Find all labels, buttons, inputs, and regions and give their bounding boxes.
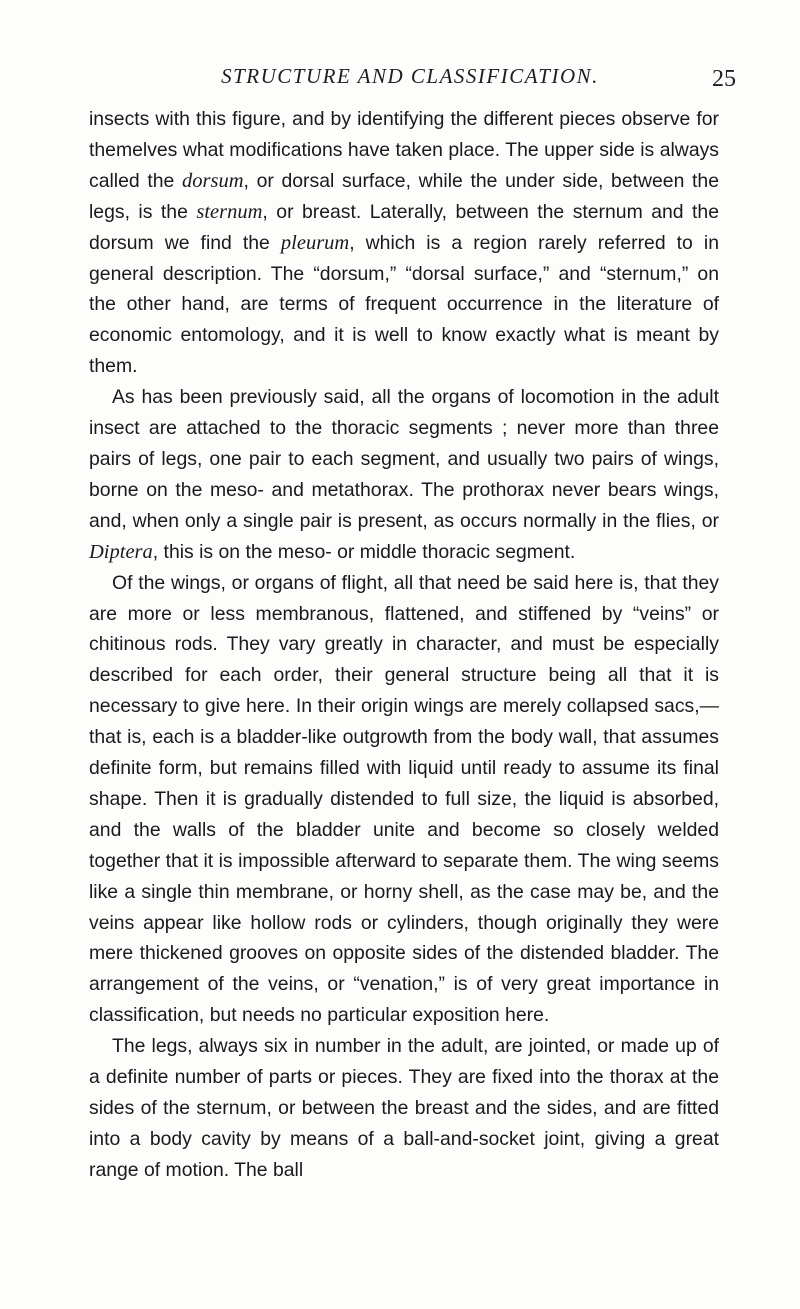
paragraph-legs: The legs, always six in number in the adult, are jointed, or made up of a definite number of parts or pieces. They are fixed into the thorax at the sides of the sternum, or between the breast and the sides, and are fitted into a body cavity by means of a ball-and-socket joint, giving a great range of motion. The ball — [89, 1035, 719, 1181]
body-text — [89, 104, 719, 1186]
paragraph-wings: Of the wings, or organs of flight, all that need be said here is, that they are more or less membranous, flattened, and stiffened by “veins” or chitinous rods. They vary greatly in character, and must be especially described for each order, their general structure being all that it is necessary to give here. In their origin wings are merely collapsed sacs,—that is, each is a bladder-like outgrowth from the body wall, that assumes definite form, but remains filled with liquid until ready to assume its final shape. Then it is gradually distended to full size, the liquid is absorbed, and the walls of the bladder unite and become so closely welded together that it is impossible afterward to separate them. The wing seems like a single thin membrane, or horny shell, as the case may be, and the veins appear like hollow rods or cylinders, though originally they were mere thickened grooves on opposite sides of the distended bladder. The arrangement of the veins, or “venation,” is of very great importance in classification, but needs no particular exposition here. — [89, 571, 719, 1027]
term-pleurum: pleurum — [280, 231, 350, 254]
paragraph-text: , or dorsal surface, while the under side, between the legs, is the — [89, 169, 719, 223]
paragraph-text: insects with this figure, and by identifying the different pieces observe for themelves what modifications have taken place. The upper side is always called the — [89, 108, 719, 192]
paragraph-body-regions — [89, 104, 719, 382]
term-diptera: Diptera — [89, 540, 153, 563]
term-dorsum: dorsum — [181, 169, 244, 192]
paragraph-text: , which is a region rarely referred to in general description. The “dorsum,” “dorsal surface,” and “sternum,” on the other hand, are terms of frequent occurrence in the literature of economic entomology, and it is well to know exactly what is meant by them. — [89, 231, 719, 378]
term-sternum: sternum — [196, 200, 263, 223]
running-header-title: STRUCTURE AND CLASSIFICATION. — [221, 64, 599, 88]
paragraph-locomotion — [89, 382, 719, 567]
paragraph-text: As has been previously said, all the organs of locomotion in the adult insect are attached to the thoracic segments ; never more than three pairs of legs, one pair to each segment, and usually two pairs of wings, borne on the meso- and metathorax. The prothorax never bears wings, and, when only a single pair is present, as occurs normally in the flies, or — [89, 386, 719, 532]
page-number: 25 — [712, 66, 736, 92]
paragraph-text: , this is on the meso- or middle thoracic segment. — [152, 540, 576, 563]
paragraph-text: , or breast. Laterally, between the sternum and the dorsum we find the — [89, 200, 719, 254]
